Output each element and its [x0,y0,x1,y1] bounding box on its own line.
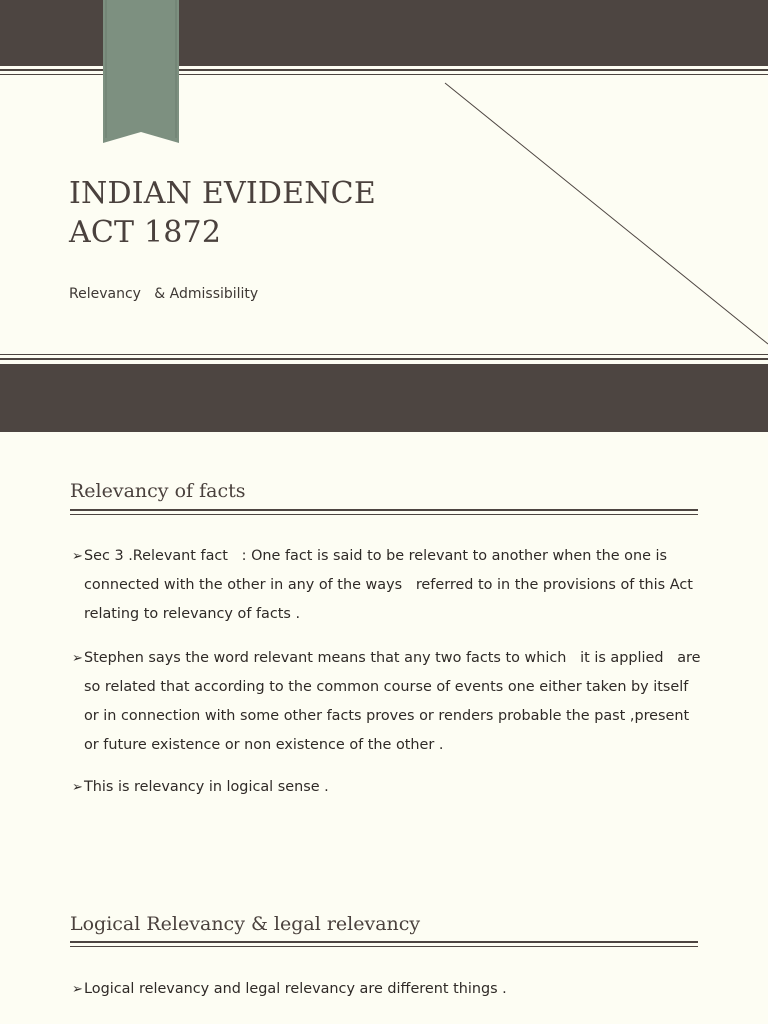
section-heading-relevancy-of-facts: Relevancy of facts [70,480,246,502]
bottom-double-rule-thin [0,354,768,355]
section-rule [70,509,698,511]
bullet-line: Sec 3 .Relevant fact : One fact is said to be relevant to another when the one is [84,548,667,564]
bullet-line: Logical relevancy and legal relevancy are different things . [84,981,507,997]
bullet-line: or in connection with some other facts proves or renders probable the past ,present [84,708,690,724]
title-slide [0,0,768,432]
bullet-stephen [72,644,702,760]
section-heading-logical-legal: Logical Relevancy & legal relevancy [70,913,421,935]
bullet-line: connected with the other in any of the ways referred to in the provisions of this Act [84,577,693,593]
bullet-line: This is relevancy in logical sense . [84,779,329,795]
bullet-line: or future existence or non existence of the other . [84,737,444,753]
slide-title [69,174,376,252]
bullet-different-things [72,975,702,1004]
bottom-band [0,364,768,432]
bullet-line: relating to relevancy of facts . [84,606,301,622]
bookmark-ribbon-icon [103,0,179,143]
arrow-bullet-icon: ➢ [72,651,83,666]
arrow-bullet-icon: ➢ [72,780,83,795]
section-rule-thin [70,946,698,947]
bullet-line: Stephen says the word relevant means that any two facts to which it is applied are [84,650,701,666]
bullet-sec-3 [72,542,702,629]
bullet-logical-sense [72,773,702,802]
section-rule-thin [70,514,698,515]
arrow-bullet-icon: ➢ [72,549,83,564]
arrow-bullet-icon: ➢ [72,982,83,997]
title-line-1: INDIAN EVIDENCE [69,176,376,211]
title-line-2: ACT 1872 [69,215,222,250]
section-rule [70,941,698,943]
bullet-line: so related that according to the common course of events one either taken by itself [84,679,689,695]
content-slide [0,432,768,1024]
slide-subtitle: Relevancy & Admissibility [69,286,259,302]
bottom-double-rule [0,358,768,360]
